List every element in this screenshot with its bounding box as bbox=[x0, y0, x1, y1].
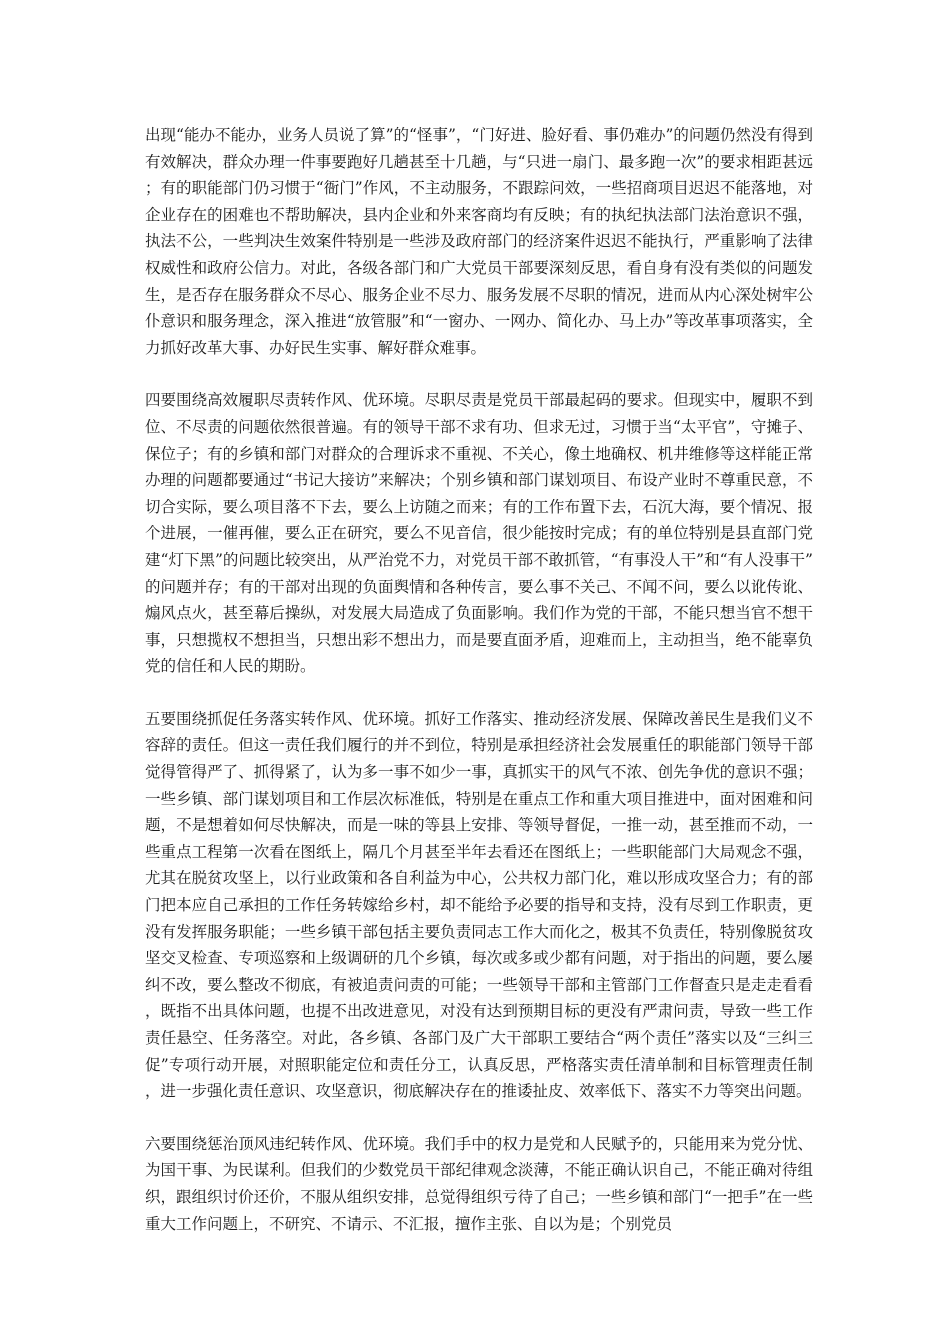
paragraph-2: 四要围绕高效履职尽责转作风、优环境。尽职尽责是党员干部最起码的要求。但现实中，履职不到位、不尽责的问题依然很普遍。有的领导干部不求有功、但求无过，习惯于当“太平官”，守摊子、保位子；有的乡镇和部门对群众的合理诉求不重视、不关心，像土地确权、机井维修等这样能正常办理的问题都要通过“书记大接访”来解决；个别乡镇和部门谋划项目、布设产业时不尊重民意，不切合实际，要么项目落不下去，要么上访随之而来；有的工作布置下去，石沉大海，要个情况、报个进展，一催再催，要么正在研究，要么不见音信，很少能按时完成；有的单位特别是县直部门党建“灯下黑”的问题比较突出，从严治党不力，对党员干部不敢抓管，“有事没人干”和“有人没事干”的问题并存；有的干部对出现的负面舆情和各种传言，要么事不关己、不闻不问，要么以讹传讹、煽风点火，甚至幕后操纵，对发展大局造成了负面影响。我们作为党的干部，不能只想当官不想干事，只想揽权不想担当，只想出彩不想出力，而是要直面矛盾，迎难而上，主动担当，绝不能辜负党的信任和人民的期盼。 bbox=[145, 391, 813, 676]
paragraph-4: 六要围绕惩治顶风违纪转作风、优环境。我们手中的权力是党和人民赋予的，只能用来为党分忧、为国干事、为民谋利。但我们的少数党员干部纪律观念淡薄，不能正确认识自己，不能正确对待组织，跟组织讨价还价，不服从组织安排，总觉得组织亏待了自己；一些乡镇和部门“一把手”在一些重大工作问题上，不研究、不请示、不汇报，擅作主张、自以为是；个别党员 bbox=[145, 1134, 813, 1233]
paragraph-1: 出现“能办不能办，业务人员说了算”的“怪事”，“门好进、脸好看、事仍难办”的问题仍然没有得到有效解决，群众办理一件事要跑好几趟甚至十几趟，与“只进一扇门、最多跑一次”的要求相距甚远；有的职能部门仍习惯于“衙门”作风，不主动服务，不跟踪问效，一些招商项目迟迟不能落地，对企业存在的困难也不帮助解决，县内企业和外来客商均有反映；有的执纪执法部门法治意识不强，执法不公，一些判决生效案件特别是一些涉及政府部门的经济案件迟迟不能执行，严重影响了法律权威性和政府公信力。对此，各级各部门和广大党员干部要深刻反思，看自身有没有类似的问题发生，是否存在服务群众不尽心、服务企业不尽力、服务发展不尽职的情况，进而从内心深处树牢公仆意识和服务理念，深入推进“放管服”和“一窗办、一网办、简化办、马上办”等改革事项落实，全力抓好改革大事、办好民生实事、解好群众难事。 bbox=[145, 126, 813, 357]
document-body bbox=[145, 122, 813, 1263]
paragraph-3: 五要围绕抓促任务落实转作风、优环境。抓好工作落实、推动经济发展、保障改善民生是我们义不容辞的责任。但这一责任我们履行的并不到位，特别是承担经济社会发展重任的职能部门领导干部觉得管得严了、抓得紧了，认为多一事不如少一事，真抓实干的风气不浓、创先争优的意识不强；一些乡镇、部门谋划项目和工作层次标准低，特别是在重点工作和重大项目推进中，面对困难和问题，不是想着如何尽快解决，而是一味的等县上安排、等领导督促，一推一动，甚至推而不动，一些重点工程第一次看在图纸上，隔几个月甚至半年去看还在图纸上；一些职能部门大局观念不强，尤其在脱贫攻坚上，以行业政策和各自利益为中心，公共权力部门化，难以形成攻坚合力；有的部门把本应自己承担的工作任务转嫁给乡村，却不能给予必要的指导和支持，没有尽到工作职责，更没有发挥服务职能；一些乡镇干部包括主要负责同志工作大而化之，极其不负责任，特别像脱贫攻坚交叉检查、专项巡察和上级调研的几个乡镇，每次或多或少都有问题，对于指出的问题，要么屡纠不改，要么整改不彻底，有被追责问责的可能；一些领导干部和主管部门工作督查只是走走看看，既指不出具体问题，也提不出改进意见，对没有达到预期目标的更没有严肃问责，导致一些工作责任悬空、任务落空。对此，各乡镇、各部门及广大干部职工要结合“两个责任”落实以及“三纠三促”专项行动开展，对照职能定位和责任分工，认真反思，严格落实责任清单制和目标管理责任制，进一步强化责任意识、攻坚意识，彻底解决存在的推诿扯皮、效率低下、落实不力等突出问题。 bbox=[145, 709, 813, 1101]
